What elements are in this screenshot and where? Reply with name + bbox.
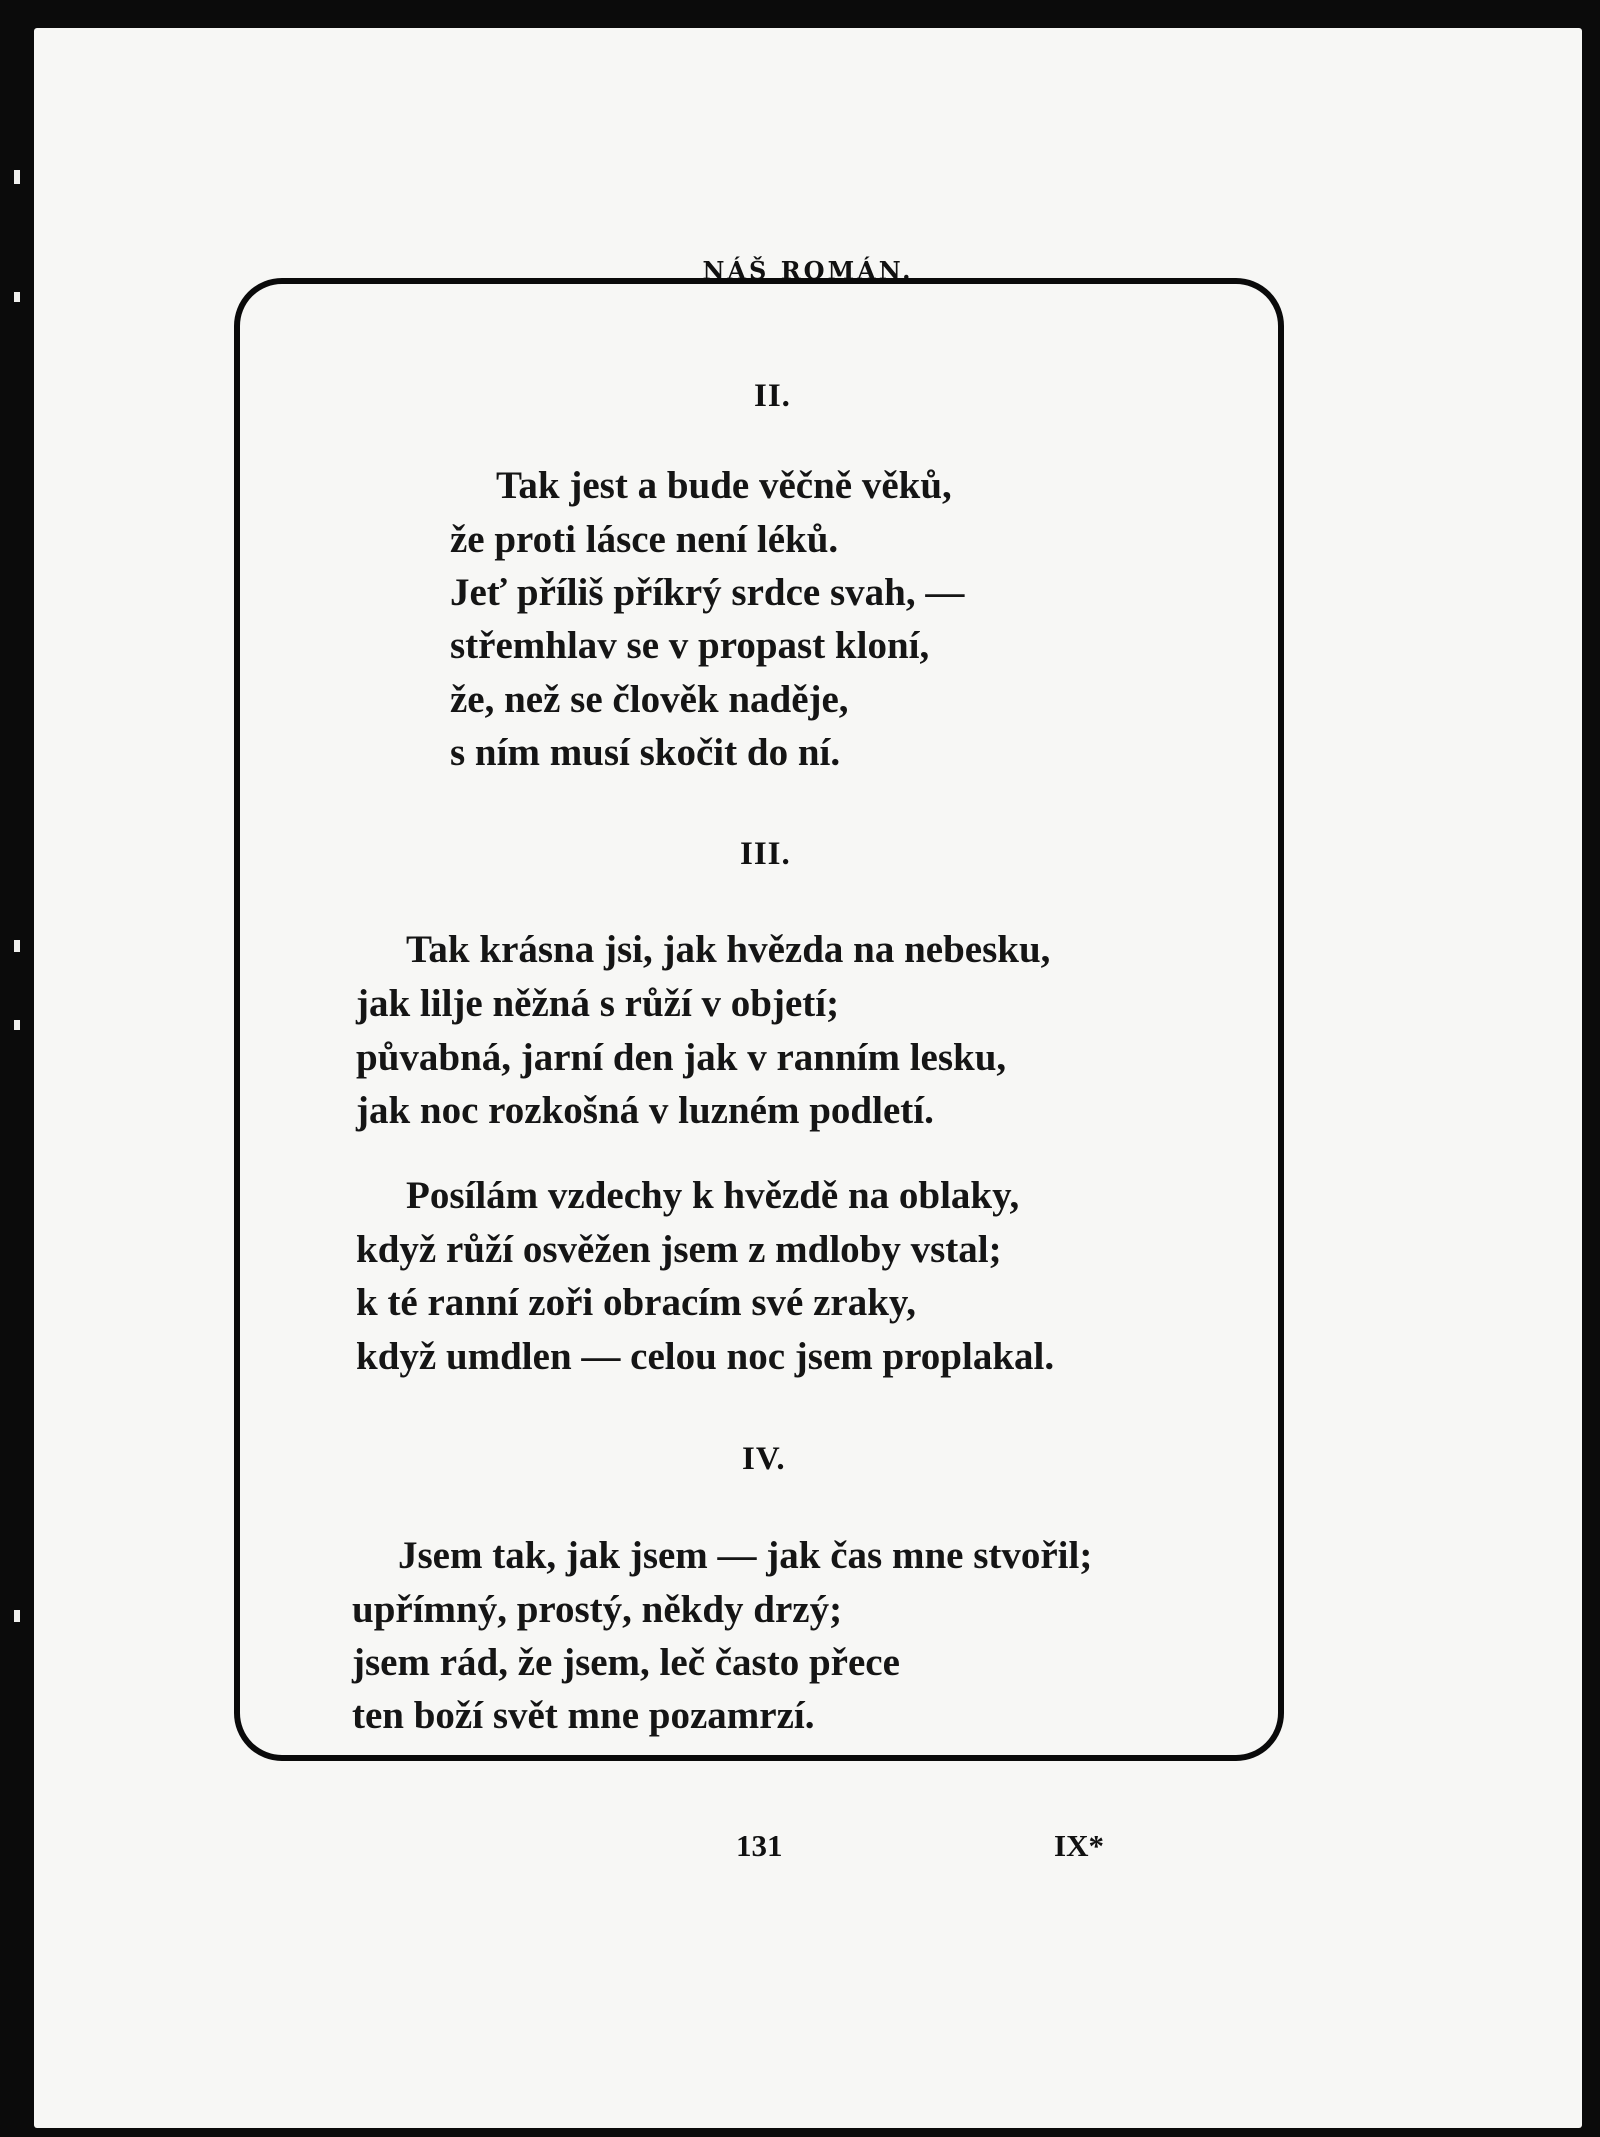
signature-mark: IX* — [1054, 1828, 1104, 1863]
verse-line: když růží osvěžen jsem z mdloby vstal; — [356, 1228, 1002, 1271]
verse-line: Tak jest a bude věčně věků, — [496, 464, 952, 507]
verse-line: jak noc rozkošná v luzném podletí. — [356, 1089, 934, 1132]
spine-mark — [14, 940, 20, 952]
section-numeral-4: IV. — [742, 1441, 786, 1477]
verse-line: Jeť příliš příkrý srdce svah, — — [450, 571, 965, 614]
verse-line: Jsem tak, jak jsem — jak čas mne stvořil; — [398, 1534, 1093, 1577]
verse-line: Posílám vzdechy k hvězdě na oblaky, — [406, 1174, 1020, 1217]
verse-line: střemhlav se v propast kloní, — [450, 624, 930, 667]
verse-line: že proti lásce není léků. — [450, 518, 839, 561]
verse-line: že, než se člověk naděje, — [450, 678, 849, 721]
verse-line: k té ranní zoři obracím své zraky, — [356, 1281, 916, 1324]
verse-line: ten boží svět mne pozamrzí. — [352, 1694, 815, 1737]
verse-line: s ním musí skočit do ní. — [450, 731, 841, 774]
spine-mark — [14, 1610, 20, 1622]
spine-mark — [14, 170, 20, 184]
section-numeral-3: III. — [740, 836, 791, 872]
running-head: NÁŠ ROMÁN. — [702, 256, 914, 285]
book-page — [34, 28, 1582, 2128]
spine-mark — [14, 1020, 20, 1030]
verse-line: když umdlen — celou noc jsem proplakal. — [356, 1335, 1055, 1378]
verse-line: půvabná, jarní den jak v ranním lesku, — [356, 1036, 1007, 1079]
spine-mark — [14, 292, 20, 302]
verse-line: upřímný, prostý, někdy drzý; — [352, 1588, 843, 1631]
verse-line: jsem rád, že jsem, leč často přece — [352, 1641, 900, 1684]
verse-line: jak lilje něžná s růží v objetí; — [356, 982, 840, 1025]
page-number: 131 — [736, 1828, 783, 1863]
section-numeral-2: II. — [754, 378, 791, 414]
verse-line: Tak krásna jsi, jak hvězda na nebesku, — [406, 928, 1051, 971]
